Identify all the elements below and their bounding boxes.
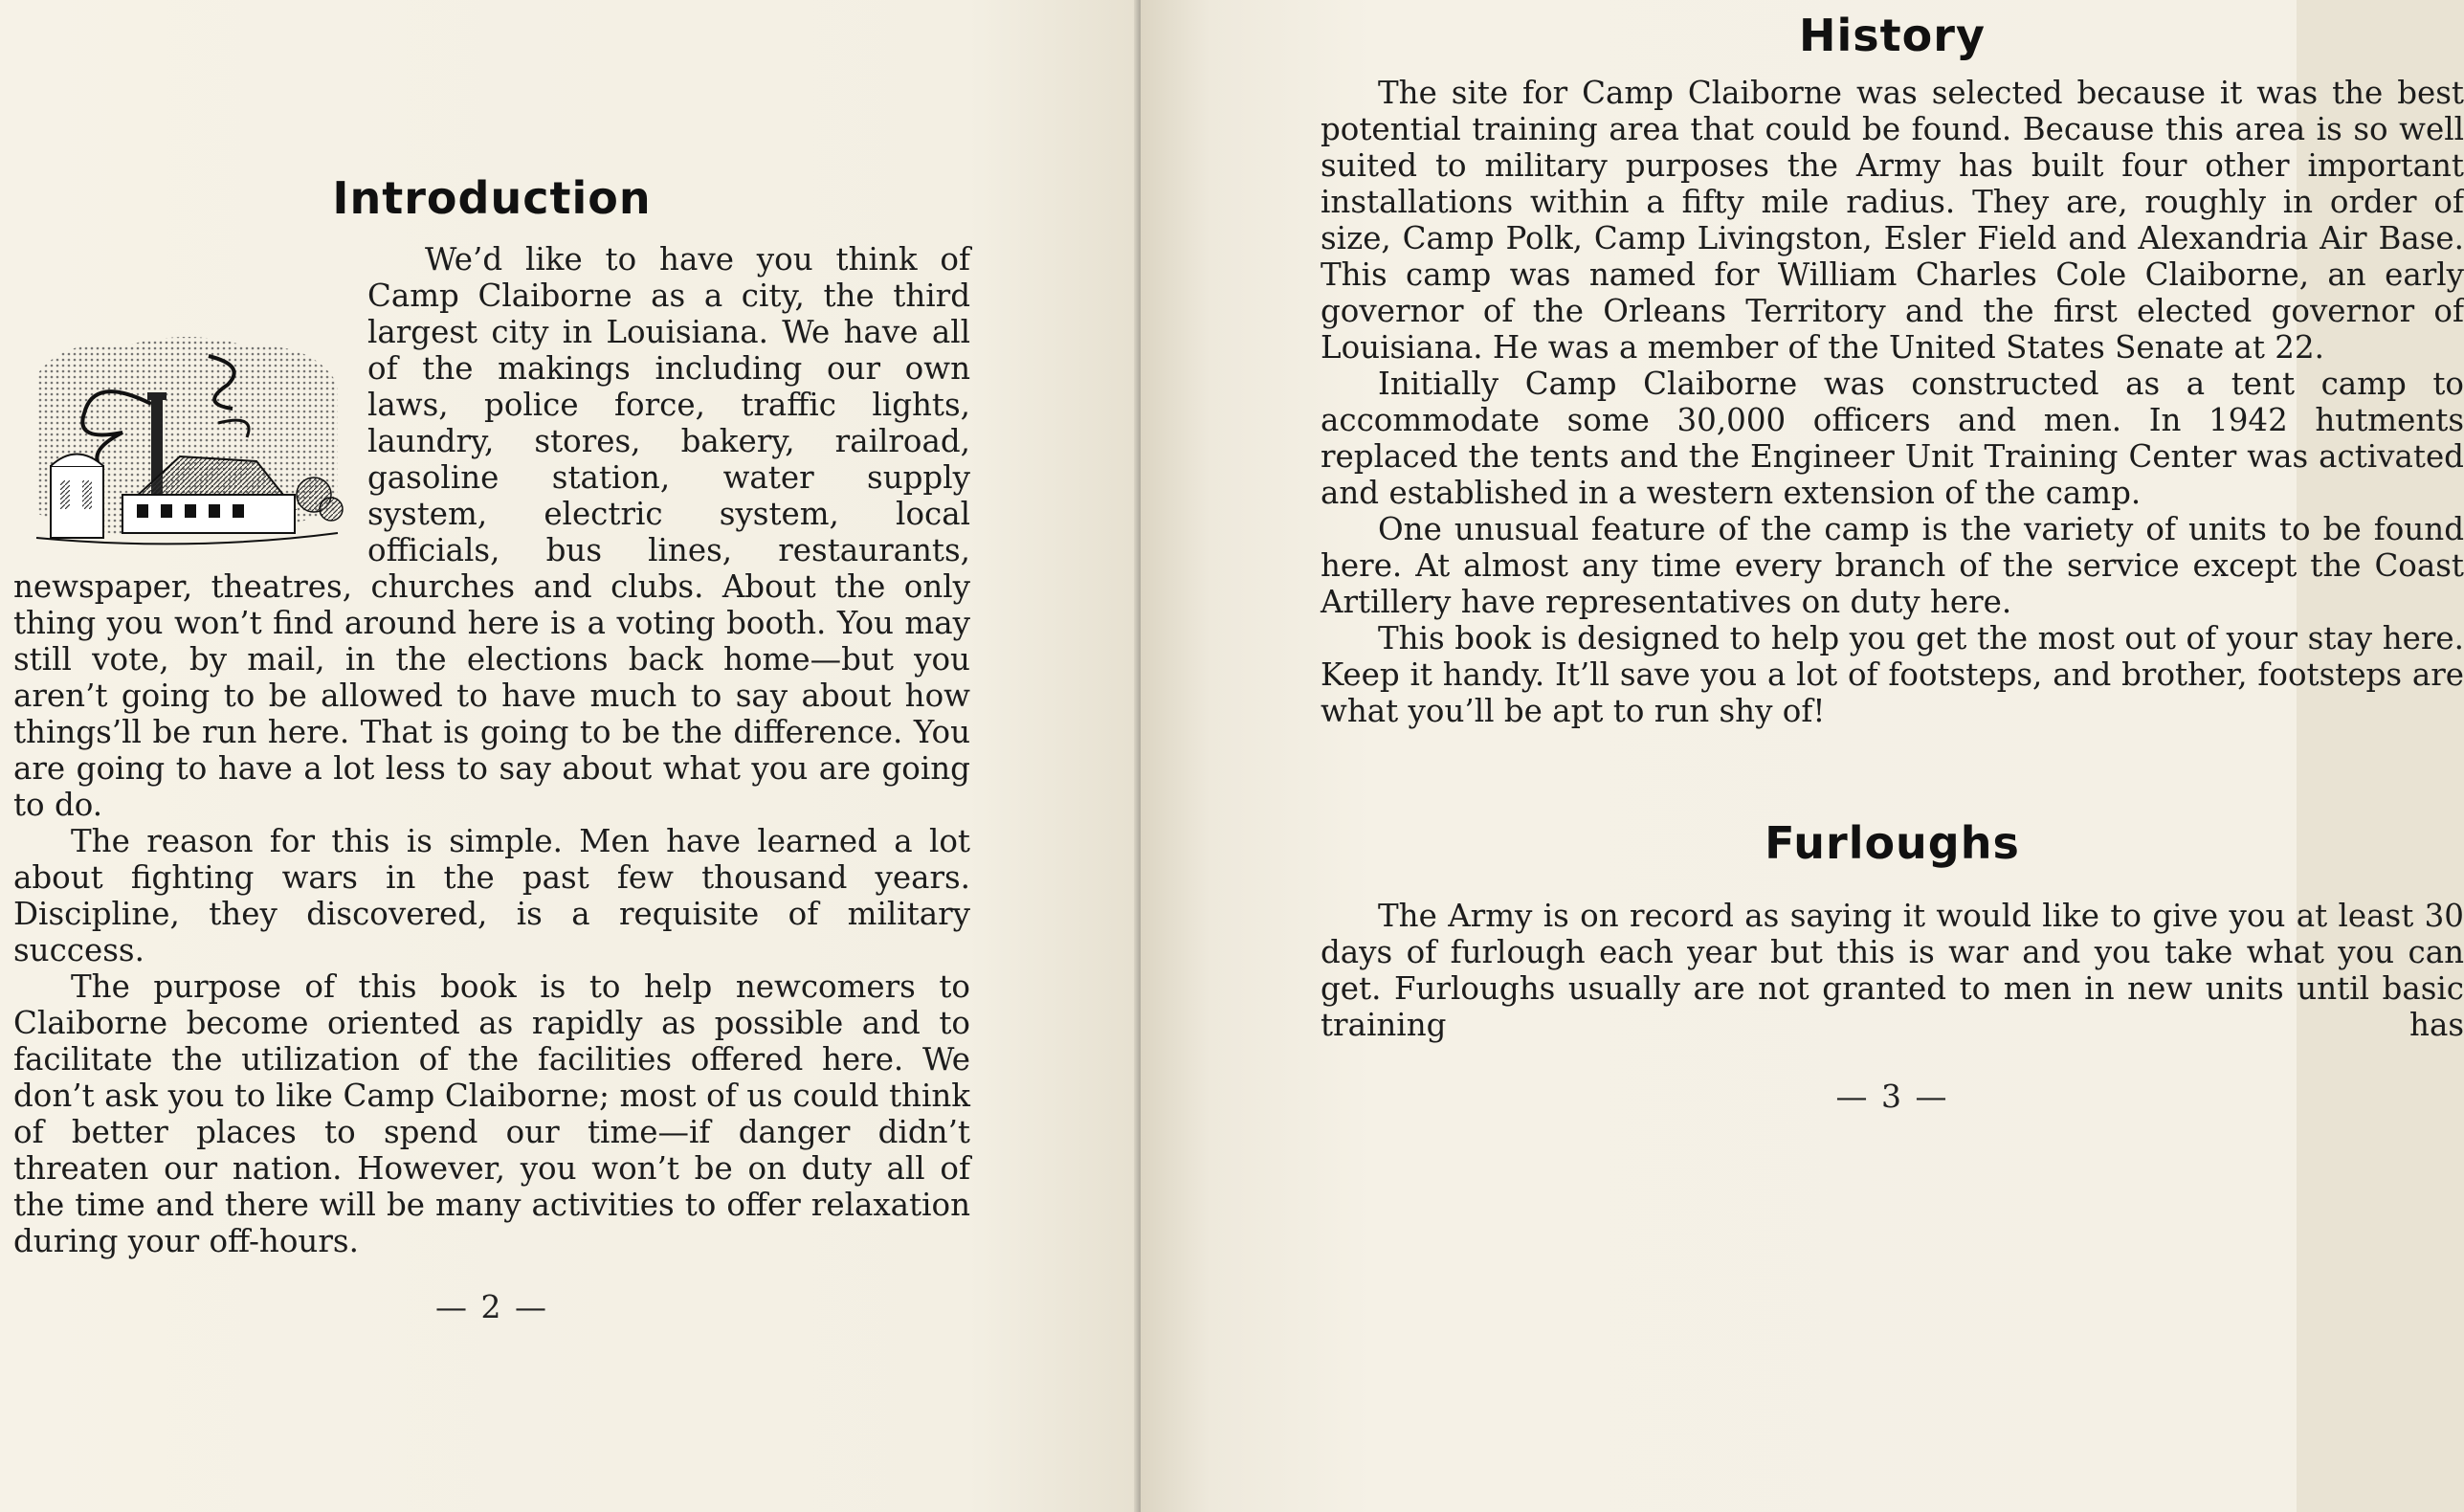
page-number-left: — 2 — <box>435 1288 548 1325</box>
right-page-content <box>1321 10 2464 1115</box>
furloughs-section <box>1321 817 2464 1043</box>
history-heading: History <box>1799 10 1986 61</box>
right-page <box>1141 0 2464 1512</box>
left-page <box>0 0 1141 1512</box>
history-paragraph-2: Initially Camp Claiborne was constructed as a tent camp to accommodate some 30,000 officers and men. In 1942 hutments replaced the tents and the Engineer Unit Training Center was activated and established in a western extension of the camp. <box>1321 366 2464 511</box>
intro-paragraph-3: The purpose of this book is to help newcomers to Claiborne become oriented as rapidly as possible and to facilitate the utilization of the facilities offered here. We don’t ask you to like Camp Claiborne; most of us could think of better places to spend our time—if danger didn’t threaten our nation. However, you won’t be on duty all of the time and there will be many activities to offer relaxation during your off-hours. <box>13 968 970 1259</box>
furloughs-heading: Furloughs <box>1765 817 2020 869</box>
intro-paragraph-2: The reason for this is simple. Men have learned a lot about fighting wars in the past few thousand years. Discipline, they discovered, is a requisite of military success. <box>13 823 970 968</box>
introduction-heading: Introduction <box>332 172 652 224</box>
introduction-section <box>13 172 970 1325</box>
history-paragraph-1: The site for Camp Claiborne was selected because it was the best potential training area that could be found. Because this area is so well suited to military purposes the Army has built four other important installations within a fifty mile radius. They are, roughly in order of size, Camp Polk, Camp Livingston, Esler Field and Alexandria Air Base. This camp was named for William Charles Cole Claiborne, an early governor of the Orleans Territory and the first elected governor of Louisiana. He was a member of the United States Senate at 22. <box>1321 75 2464 366</box>
intro-paragraph-1: We’d like to have you think of Camp Claiborne as a city, the third largest city in Louisiana. We have all of the makings including our own laws, police force, traffic lights, laundry, stores, bakery, railroad, gasoline station, water supply system, electric system, local officials, bus lines, restaurants, newspaper, theatres, churches and clubs. About the only thing you won’t find around here is a voting booth. You may still vote, by mail, in the elections back home—but you aren’t going to be allowed to have much to say about how things’ll be run here. That is going to be the difference. You are going to have a lot less to say about what you are going to do. <box>13 241 970 823</box>
history-paragraph-3: One unusual feature of the camp is the variety of units to be found here. At almost any time every branch of the service except the Coast Artillery have representatives on duty here. <box>1321 511 2464 620</box>
history-section <box>1321 10 2464 729</box>
page-number-right: — 3 — <box>1835 1078 1949 1115</box>
furloughs-paragraph-1: The Army is on record as saying it would like to give you at least 30 days of furlough each year but this is war and you take what you can get. Furloughs usually are not granted to men in new units until basic training has <box>1321 898 2464 1043</box>
history-paragraph-4: This book is designed to help you get the most out of your stay here. Keep it handy. It’ll save you a lot of footsteps, and brother, footsteps are what you’ll be apt to run shy of! <box>1321 620 2464 729</box>
city-illustration <box>27 318 350 559</box>
